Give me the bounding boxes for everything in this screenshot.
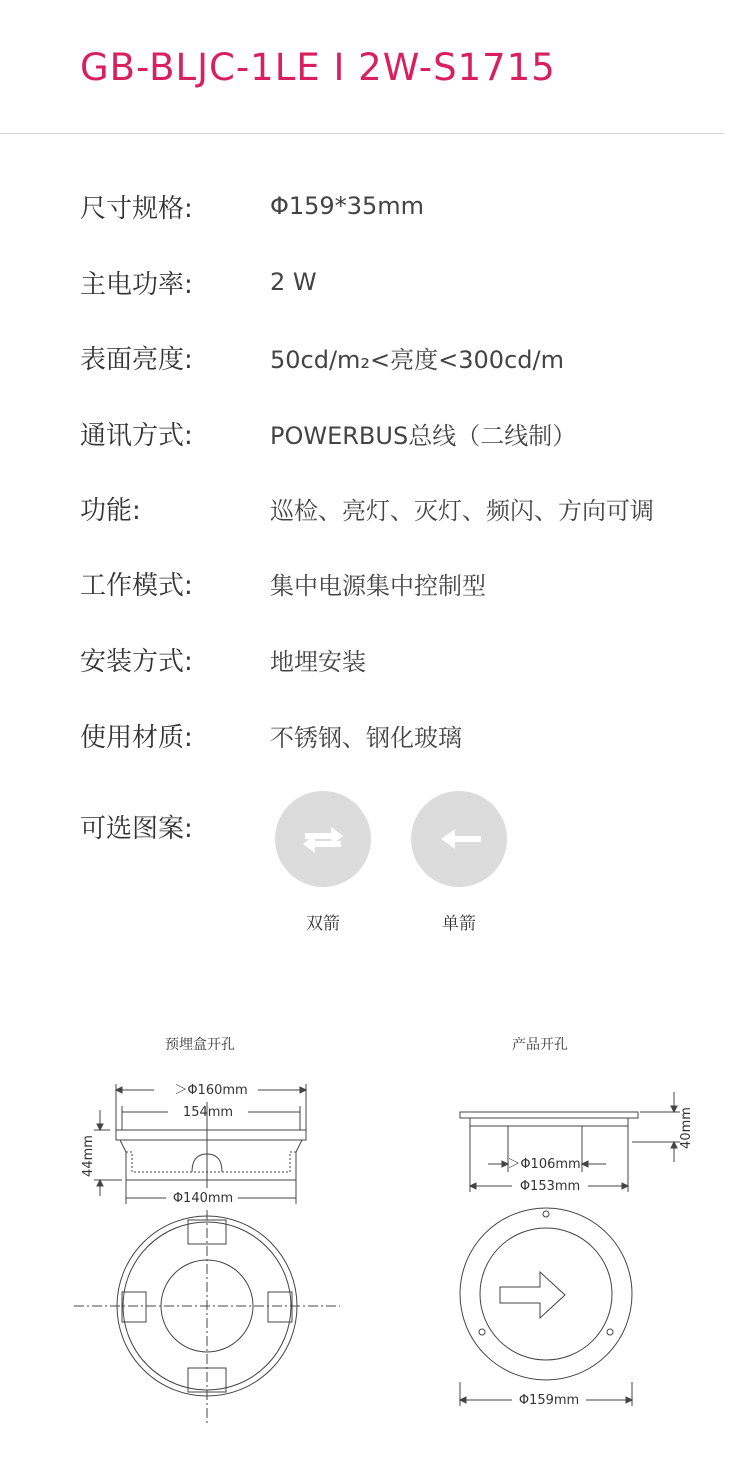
- spec-value: POWERBUS总线（二线制）: [270, 421, 577, 450]
- pattern-name: 双箭: [306, 914, 340, 934]
- spec-label: 使用材质:: [80, 722, 193, 753]
- spec-label: 安装方式:: [80, 646, 193, 677]
- single-arrow-icon: [411, 791, 507, 887]
- dim-159-label: Φ159mm: [518, 1393, 580, 1408]
- spec-row-power: [80, 262, 317, 302]
- left-diagram-caption: 预埋盒开孔: [165, 1037, 235, 1053]
- spec-value: 巡检、亮灯、灭灯、频闪、方向可调: [270, 496, 654, 525]
- pattern-single-arrow[interactable]: [411, 791, 507, 934]
- dim-153-label: Φ153mm: [519, 1179, 581, 1194]
- spec-value: 2 W: [270, 268, 317, 296]
- dim-154-label: 154mm: [182, 1105, 234, 1120]
- pattern-label: 可选图案:: [80, 814, 193, 844]
- spec-value: 地埋安装: [270, 647, 366, 676]
- spec-row-work-mode: [80, 563, 486, 603]
- spec-value: Φ159*35mm: [270, 192, 424, 220]
- spec-label: 表面亮度:: [80, 344, 193, 375]
- spec-label: 工作模式:: [80, 570, 193, 601]
- spec-label: 通讯方式:: [80, 420, 193, 451]
- dim-outer-label: ＞Φ160mm: [174, 1083, 248, 1098]
- spec-label: 主电功率:: [80, 269, 193, 300]
- product-drawing: [440, 1082, 700, 1422]
- dim-106-label: ＞Φ106mm: [507, 1157, 581, 1172]
- dim-height-label: 44mm: [81, 1135, 96, 1177]
- header-divider: [0, 133, 724, 134]
- spec-row-size: [80, 186, 424, 226]
- product-title: GB-BLJC-1LE Ⅰ 2W-S1715: [80, 46, 556, 89]
- embedded-box-drawing: [70, 1072, 350, 1432]
- dim-140-label: Φ140mm: [172, 1191, 234, 1206]
- spec-row-communication: [80, 413, 576, 453]
- spec-row-material: [80, 715, 462, 755]
- pattern-name: 单箭: [442, 914, 476, 934]
- spec-value: 不锈钢、钢化玻璃: [270, 723, 462, 752]
- pattern-double-arrow[interactable]: [275, 791, 371, 934]
- spec-label: 功能:: [80, 495, 141, 526]
- spec-row-function: [80, 488, 654, 528]
- double-arrow-icon: [275, 791, 371, 887]
- spec-value: 50cd/m₂<亮度<300cd/m: [270, 345, 564, 374]
- spec-row-install: [80, 639, 366, 679]
- right-diagram-caption: 产品开孔: [512, 1037, 568, 1053]
- dim-product-height-label: 40mm: [679, 1107, 694, 1149]
- spec-label: 尺寸规格:: [80, 193, 193, 224]
- spec-row-brightness: [80, 337, 564, 377]
- spec-value: 集中电源集中控制型: [270, 571, 486, 600]
